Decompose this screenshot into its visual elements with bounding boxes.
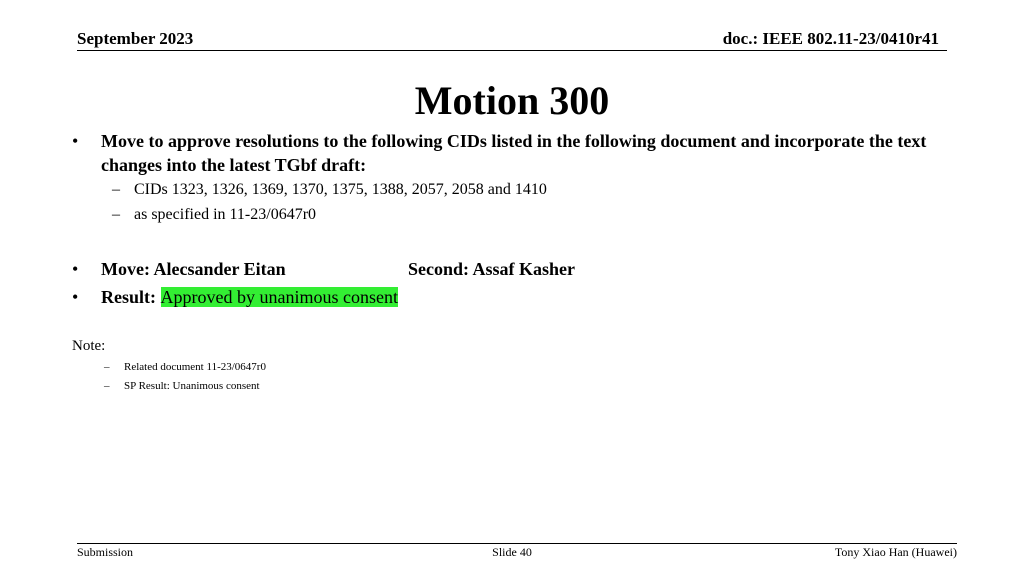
note-item-text: Related document 11-23/0647r0 bbox=[124, 361, 266, 373]
footer-divider bbox=[77, 543, 957, 544]
footer-submission: Submission bbox=[77, 545, 134, 559]
result-label: Result: bbox=[101, 287, 156, 307]
dash-icon: – bbox=[112, 181, 120, 198]
result-value: Approved by unanimous consent bbox=[160, 287, 398, 307]
move-second-bullet bbox=[72, 257, 962, 281]
note-heading bbox=[72, 338, 105, 355]
mover: Move: Alecsander Eitan bbox=[101, 259, 286, 279]
footer-author: Tony Xiao Han (Huawei) bbox=[834, 545, 957, 559]
sub-item-text: as specified in 11-23/0647r0 bbox=[134, 206, 317, 223]
bullet-icon: • bbox=[72, 287, 79, 307]
note-item-text: SP Result: Unanimous consent bbox=[124, 380, 260, 392]
seconder: Second: Assaf Kasher bbox=[408, 259, 576, 279]
footer-slide-number: Slide 40 bbox=[492, 545, 532, 559]
result-bullet bbox=[72, 285, 962, 309]
sub-item-text: CIDs 1323, 1326, 1369, 1370, 1375, 1388, 2057, 2058 and 1410 bbox=[134, 181, 547, 198]
note-label: Note bbox=[72, 338, 102, 354]
bullet-icon: • bbox=[72, 131, 79, 151]
motion-text: Move to approve resolutions to the following CIDs listed in the following document and incorporate the text changes into the latest TGbf draft: bbox=[101, 131, 927, 175]
note-colon: : bbox=[101, 338, 106, 354]
dash-icon: – bbox=[104, 361, 110, 373]
bullet-icon: • bbox=[72, 259, 79, 279]
header-divider bbox=[77, 50, 947, 51]
header-doc-id: doc.: IEEE 802.11-23/0410r41 bbox=[722, 29, 939, 48]
slide-title: Motion 300 bbox=[414, 78, 610, 123]
dash-icon: – bbox=[112, 206, 120, 223]
motion-bullet bbox=[72, 129, 962, 179]
dash-icon: – bbox=[104, 380, 110, 392]
header-date: September 2023 bbox=[77, 29, 194, 48]
